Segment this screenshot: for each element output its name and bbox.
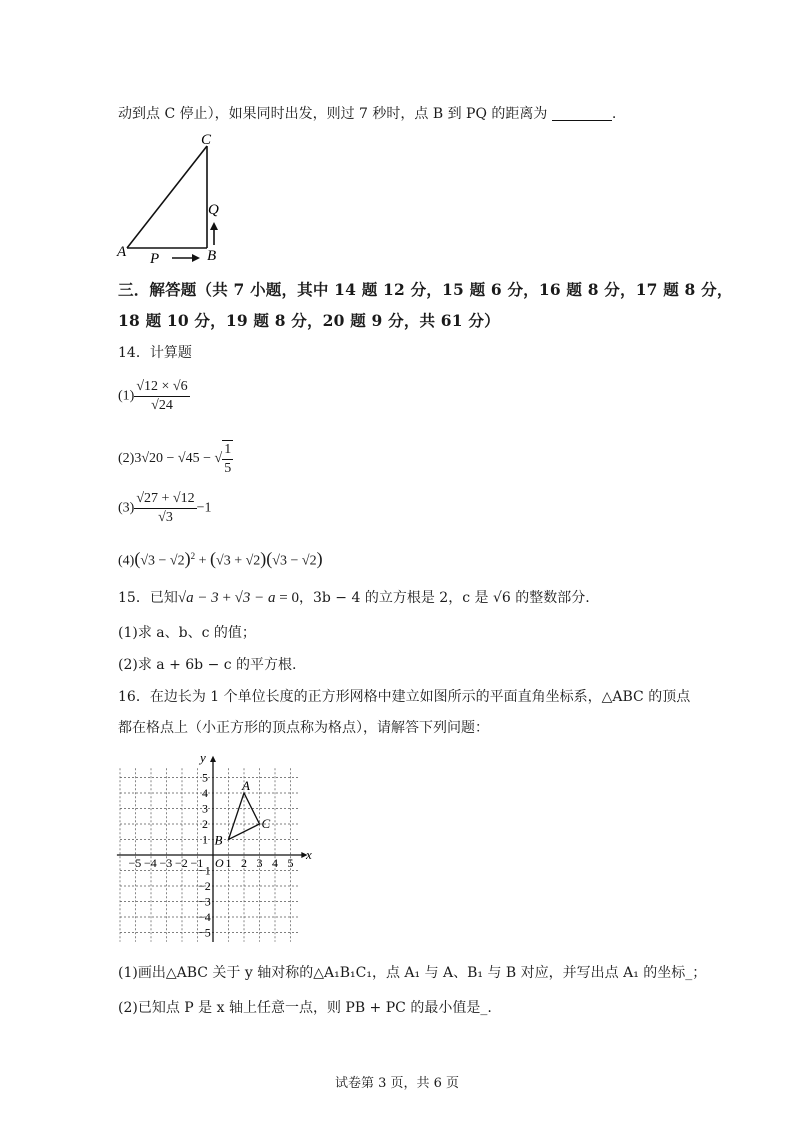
q13-tail-line [118,104,616,124]
x-tick-label: 2 [241,856,247,870]
q15-stem-a: 15．已知 [118,590,178,606]
triangle-figure [112,132,232,266]
y-axis-arrow [210,756,216,762]
x-tick-label: −5 [128,856,142,870]
x-axis-label: x [306,847,312,862]
q14-p3-tail: −1 [196,500,212,516]
x-tick-label: 1 [225,856,232,870]
answer-blank[interactable] [552,120,612,121]
y-axis-label: y [200,752,206,765]
y-tick-label: 1 [202,832,208,847]
q14-p2-coef: 3 [134,451,142,467]
q16-part1: (1)画出△ABC 关于 y 轴对称的△A₁B₁C₁，点 A₁ 与 A、B₁ 与 B 对应，并写出点 A₁ 的坐标_； [118,965,707,981]
origin-label: O [215,856,224,870]
y-tick-label: 3 [202,801,208,816]
y-tick-label: −1 [198,863,211,878]
section-heading-1: 三．解答题（共 7 小题，其中 14 题 12 分，15 题 6 分，16 题 8 分，17 题 8 分， [118,280,733,299]
q14-p1-fraction: $\frac{√12 \times √6}{√24}$ [136,379,188,413]
q14-p2-label: (2) [118,451,135,467]
q16-part2: (2)已知点 P 是 x 轴上任意一点，则 PB + PC 的最小值是_. [118,1000,492,1016]
y-tick-label: −4 [198,910,211,924]
x-tick-label: −1 [190,856,204,870]
y-tick-label: −5 [198,925,211,940]
q15-stem-b: ，3b − 4 的立方根是 2，c 是 √6 的整数部分. [298,590,590,606]
q14-p2-frac: $\frac{1}{5}$ [224,442,232,476]
q14-part1 [118,378,190,415]
q14-part3 [118,490,212,527]
q14-p2-rad1: 20 [149,451,164,467]
page-footer: 试卷第 3 页，共 6 页 [334,1076,460,1091]
x-tick-label: −3 [159,856,173,870]
y-tick-label: 5 [202,770,208,785]
q14-title: 14．计算题 [118,345,192,361]
q13-end: . [611,106,617,122]
q16-stem-2: 都在格点上（小正方形的顶点称为格点），请解答下列问题： [118,720,489,736]
q14-p3-label: (3) [118,500,135,516]
x-tick-label: 5 [287,856,294,870]
y-tick-label: −3 [198,894,211,909]
x-tick-label: 3 [256,856,263,870]
coordinate-grid [116,752,316,942]
q14-part2: (2)3√20 − √45 − √ $\frac{1}{5}$ [118,442,232,476]
q13-tail-text: 动到点 C 停止），如果同时出发，则过 7 秒时，点 B 到 PQ 的距离为 [118,106,548,122]
q14-p2-rad2: 45 [185,451,200,467]
q15-stem: 15．已知√a − 3 + √3 − a = 0，3b − 4 的立方根是 2，c 是 √6 的整数部分. [118,590,590,606]
q14-p3-fraction: $\frac{√27 + √12}{√3}$ [136,491,195,525]
point-B-label: B [214,832,223,848]
q15-part2: (2)求 a + 6b − c 的平方根. [118,657,297,673]
y-tick-label: −2 [198,879,211,893]
label-A: A [117,244,127,260]
q15-part1: (1)求 a、b、c 的值； [118,625,256,641]
label-C: C [201,132,212,148]
label-P: P [150,251,160,266]
x-tick-label: −2 [175,856,188,870]
x-tick-label: 4 [272,856,278,870]
section-heading-2: 18 题 10 分，19 题 8 分，20 题 9 分，共 61 分） [118,311,500,330]
label-Q: Q [208,202,219,218]
q14-p4-label: (4) [118,553,135,569]
y-tick-label: 2 [202,817,208,831]
y-tick-label: 4 [202,786,208,800]
q14-part4: $(4)(√3 - √2)^2 + (√3 + √2)(√3 - √2)$ [118,548,323,569]
label-B: B [207,248,217,264]
point-A-label: A [242,778,250,793]
x-tick-label: −4 [144,856,157,870]
q14-p1-label: (1) [118,388,135,404]
q16-stem-1: 16．在边长为 1 个单位长度的正方形网格中建立如图所示的平面直角坐标系，△ABC 的顶点 [118,689,691,705]
point-C-label: C [261,816,271,831]
